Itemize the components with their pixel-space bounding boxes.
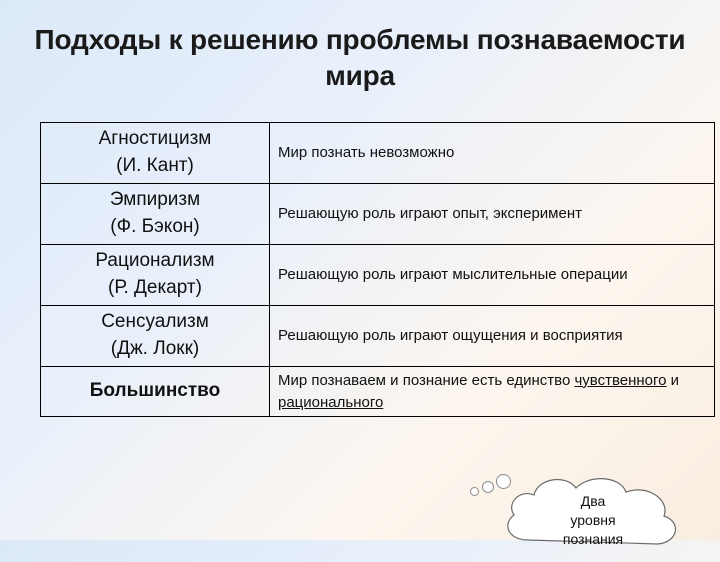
table-row [41, 366, 715, 417]
description-part-middle: и [666, 371, 680, 389]
page-title: Подходы к решению проблемы познаваемости мира [34, 24, 686, 91]
table-row [41, 305, 715, 366]
table-cell-term [41, 123, 270, 184]
term-label: Большинство [89, 380, 221, 402]
table-cell-description: Решающую роль играют опыт, эксперимент [270, 183, 715, 244]
description-part-before: Мир познаваем и познание есть единство [278, 371, 575, 389]
table-row [41, 183, 715, 244]
table-cell-description: Мир познать невозможно [270, 123, 715, 184]
term-label: Сенсуализм [101, 310, 209, 332]
term-label: Агностицизм [98, 128, 212, 149]
table-cell-description [270, 366, 715, 417]
callout-line-3: познания [562, 530, 624, 547]
approaches-table [40, 122, 715, 417]
term-label: Эмпиризм [109, 188, 201, 210]
table-row [41, 123, 715, 184]
description-underline-1: чувственного [574, 371, 667, 389]
callout-text [498, 470, 688, 549]
thought-cloud-callout [498, 470, 688, 562]
callout-trail-dot-medium [482, 481, 494, 493]
table-cell-term [41, 366, 270, 417]
table-cell-description: Решающую роль играют ощущения и восприятия [270, 305, 715, 366]
callout-line-1: Два [580, 493, 606, 509]
callout-line-2: уровня [570, 511, 616, 528]
table-cell-term [41, 305, 270, 366]
author-label: (И. Кант) [116, 154, 194, 176]
table-row [41, 244, 715, 305]
table-cell-description: Решающую роль играют мыслительные операции [270, 244, 715, 305]
table-cell-term [41, 244, 270, 305]
callout-trail-dot-small [470, 487, 479, 496]
approaches-table-wrapper [40, 122, 680, 417]
author-label: (Дж. Локк) [110, 337, 200, 359]
author-label: (Ф. Бэкон) [110, 215, 200, 237]
description-underline-2: рационального [278, 393, 384, 411]
term-label: Рационализм [95, 249, 215, 271]
author-label: (Р. Декарт) [108, 276, 202, 298]
table-cell-term [41, 183, 270, 244]
